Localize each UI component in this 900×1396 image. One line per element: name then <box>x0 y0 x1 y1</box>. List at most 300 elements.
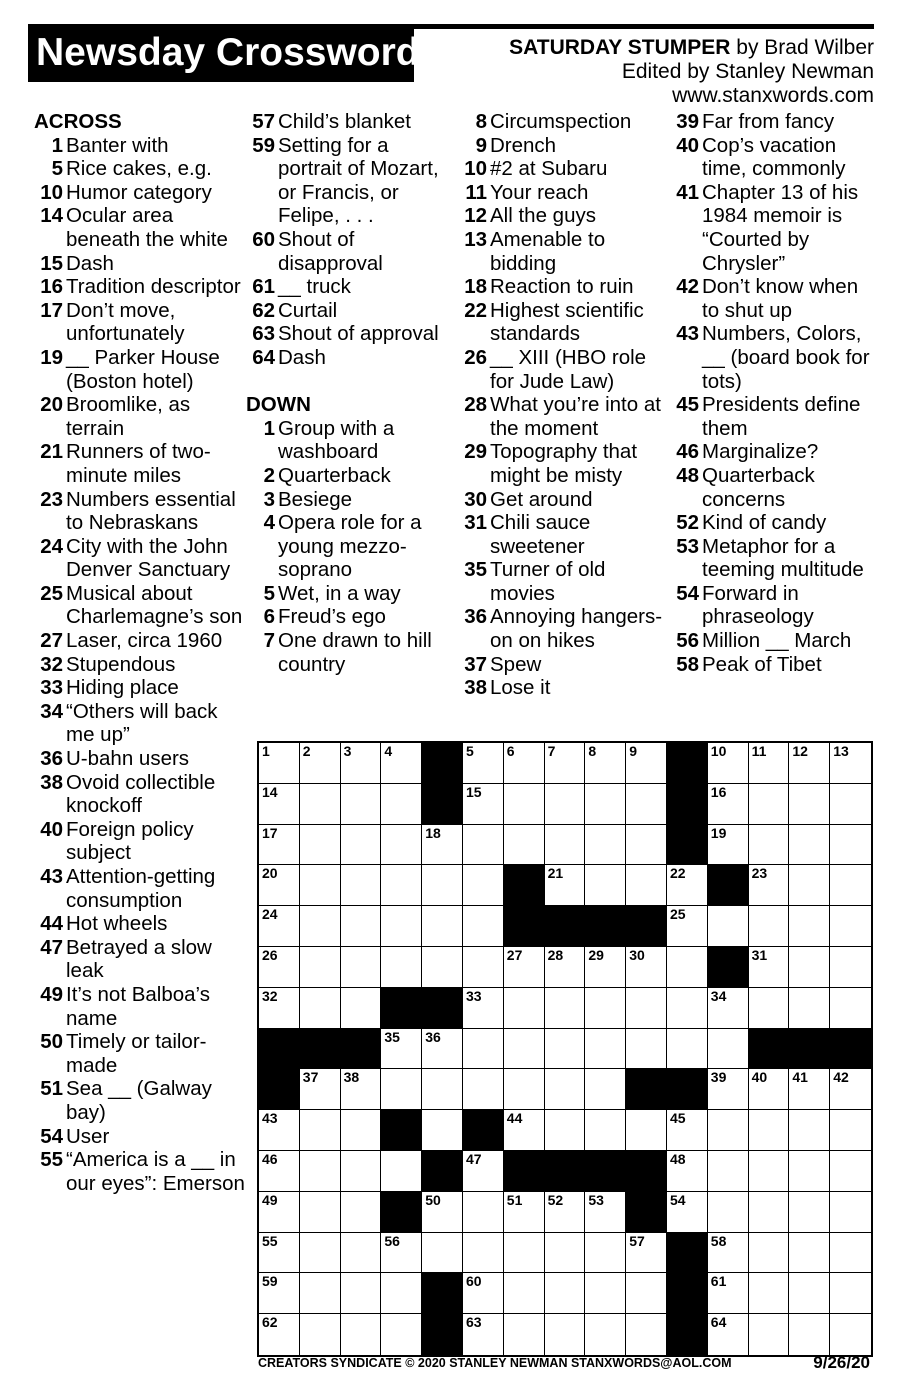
grid-cell[interactable] <box>422 1029 463 1070</box>
grid-cell[interactable] <box>626 1273 667 1314</box>
black-square <box>300 1029 341 1070</box>
clue-text: U-bahn users <box>66 747 190 771</box>
grid-cell[interactable] <box>463 784 504 825</box>
grid-cell[interactable] <box>585 947 626 988</box>
grid-cell[interactable] <box>789 784 830 825</box>
grid-cell[interactable] <box>545 825 586 866</box>
grid-cell[interactable] <box>381 825 422 866</box>
grid-cell[interactable] <box>422 1069 463 1110</box>
cell-number: 24 <box>262 906 278 923</box>
grid-cell[interactable] <box>667 988 708 1029</box>
grid-cell[interactable] <box>585 1314 626 1355</box>
grid-cell[interactable] <box>422 1110 463 1151</box>
grid-cell[interactable] <box>381 1151 422 1192</box>
across-clue <box>34 653 246 677</box>
grid-cell[interactable] <box>708 1233 749 1274</box>
clue-text: Lose it <box>490 676 551 700</box>
grid-cell[interactable] <box>545 784 586 825</box>
clue-number: 28 <box>464 393 487 417</box>
grid-cell[interactable] <box>789 1314 830 1355</box>
grid-cell[interactable] <box>708 906 749 947</box>
grid-cell[interactable] <box>300 825 341 866</box>
grid-cell[interactable] <box>545 1029 586 1070</box>
grid-cell[interactable] <box>341 825 382 866</box>
clue-text: Chili sauce sweetener <box>490 511 591 558</box>
grid-cell[interactable] <box>789 1151 830 1192</box>
down-clue <box>458 393 668 440</box>
clue-number: 63 <box>252 322 275 346</box>
grid-cell[interactable] <box>667 906 708 947</box>
grid-cell[interactable] <box>504 1233 545 1274</box>
grid-cell[interactable] <box>830 784 871 825</box>
grid-cell[interactable] <box>545 1069 586 1110</box>
grid-cell[interactable] <box>259 1273 300 1314</box>
clue-number: 41 <box>676 180 699 204</box>
across-clue <box>34 204 246 251</box>
grid-cell[interactable] <box>341 743 382 784</box>
grid-cell[interactable] <box>504 1314 545 1355</box>
cell-number: 55 <box>262 1232 278 1249</box>
across-clue <box>34 865 246 912</box>
grid-cell[interactable] <box>545 1110 586 1151</box>
clue-number: 22 <box>464 298 487 322</box>
grid-cell[interactable] <box>341 1233 382 1274</box>
grid-cell[interactable] <box>789 947 830 988</box>
grid-cell[interactable] <box>585 1273 626 1314</box>
grid-cell[interactable] <box>667 865 708 906</box>
down-clue <box>670 464 880 511</box>
clue-text: Hiding place <box>66 676 179 700</box>
grid-cell[interactable] <box>381 1029 422 1070</box>
grid-cell[interactable] <box>422 1233 463 1274</box>
down-header: DOWN <box>246 393 311 417</box>
grid-cell[interactable] <box>341 1110 382 1151</box>
down-clue <box>670 653 880 677</box>
grid-cell[interactable] <box>626 1110 667 1151</box>
grid-cell[interactable] <box>749 784 790 825</box>
clue-text: One drawn to hill country <box>278 629 432 676</box>
grid-cell[interactable] <box>626 1029 667 1070</box>
clue-number: 38 <box>464 676 487 700</box>
clue-number: 10 <box>464 157 487 181</box>
grid-cell[interactable] <box>626 865 667 906</box>
grid-cell[interactable] <box>381 1273 422 1314</box>
clue-number: 30 <box>464 487 487 511</box>
cell-number: 1 <box>262 743 270 759</box>
grid-cell[interactable] <box>341 1314 382 1355</box>
across-clue <box>34 747 246 771</box>
grid-cell[interactable] <box>341 988 382 1029</box>
cell-number: 47 <box>465 1150 482 1167</box>
grid-cell[interactable] <box>585 743 626 784</box>
clue-text: Numbers essential to Nebraskans <box>66 487 236 535</box>
grid-cell[interactable] <box>749 988 790 1029</box>
clue-text: Shout of approval <box>278 322 439 346</box>
grid-cell[interactable] <box>381 743 422 784</box>
grid-cell[interactable] <box>789 1069 830 1110</box>
cell-number: 3 <box>343 743 352 759</box>
grid-cell[interactable] <box>545 988 586 1029</box>
grid-cell[interactable] <box>341 1151 382 1192</box>
grid-cell[interactable] <box>789 906 830 947</box>
clue-text: Quarterback <box>278 463 391 487</box>
grid-cell[interactable] <box>708 1069 749 1110</box>
editor: Edited by Stanley Newman <box>621 60 874 83</box>
grid-cell[interactable] <box>585 1069 626 1110</box>
grid-cell[interactable] <box>463 1151 504 1192</box>
grid-cell[interactable] <box>504 947 545 988</box>
grid-cell[interactable] <box>708 784 749 825</box>
grid-cell[interactable] <box>789 1110 830 1151</box>
black-square <box>381 1110 422 1151</box>
grid-cell[interactable] <box>708 1151 749 1192</box>
grid-cell[interactable] <box>830 1314 871 1355</box>
grid-cell[interactable] <box>259 1110 300 1151</box>
cell-number: 25 <box>669 906 686 923</box>
grid-cell[interactable] <box>504 1192 545 1233</box>
grid-cell[interactable] <box>504 1029 545 1070</box>
grid-cell[interactable] <box>708 743 749 784</box>
black-square <box>381 1192 422 1233</box>
down-clue <box>458 488 668 512</box>
grid-cell[interactable] <box>667 1029 708 1070</box>
across-clue <box>34 535 246 582</box>
cell-number: 7 <box>547 743 556 759</box>
grid-cell[interactable] <box>381 784 422 825</box>
clue-number: 13 <box>464 227 487 251</box>
grid-cell[interactable] <box>667 1110 708 1151</box>
grid-cell[interactable] <box>259 825 300 866</box>
clue-text: Ovoid collectible knockoff <box>66 770 216 818</box>
grid-cell[interactable] <box>830 825 871 866</box>
grid-cell[interactable] <box>830 988 871 1029</box>
grid-cell[interactable] <box>463 906 504 947</box>
grid-cell[interactable] <box>504 825 545 866</box>
grid-cell[interactable] <box>830 1110 871 1151</box>
clue-number: 47 <box>40 935 63 959</box>
grid-cell[interactable] <box>626 825 667 866</box>
grid-cell[interactable] <box>626 784 667 825</box>
grid-cell[interactable] <box>463 825 504 866</box>
clue-text: Betrayed a slow leak <box>66 935 212 983</box>
grid-cell[interactable] <box>504 1273 545 1314</box>
grid-cell[interactable] <box>259 1233 300 1274</box>
clue-text: Chapter 13 of his 1984 memoir is “Courted by Chrysler” <box>702 180 859 275</box>
grid-cell[interactable] <box>708 1273 749 1314</box>
puzzle-name: SATURDAY STUMPER <box>509 36 731 59</box>
down-clue <box>670 181 880 275</box>
grid-cell[interactable] <box>830 1151 871 1192</box>
grid-cell[interactable] <box>749 1110 790 1151</box>
clue-number: 5 <box>263 581 275 605</box>
grid-cell[interactable] <box>830 865 871 906</box>
clue-text: __ truck <box>278 275 351 299</box>
clue-text: Highest scientific standards <box>490 298 644 346</box>
down-clue <box>670 110 880 134</box>
grid-cell[interactable] <box>545 865 586 906</box>
grid-cell[interactable] <box>545 743 586 784</box>
black-square <box>667 1233 708 1274</box>
grid-cell[interactable] <box>749 1192 790 1233</box>
grid-cell[interactable] <box>545 1233 586 1274</box>
grid-cell[interactable] <box>585 1233 626 1274</box>
cell-number: 5 <box>465 743 474 759</box>
grid-cell[interactable] <box>463 1192 504 1233</box>
grid-cell[interactable] <box>830 1069 871 1110</box>
across-clue <box>34 1148 246 1195</box>
across-clue <box>246 275 454 299</box>
grid-cell[interactable] <box>545 1314 586 1355</box>
grid-cell[interactable] <box>708 825 749 866</box>
grid-cell[interactable] <box>341 947 382 988</box>
clue-text: Million __ March <box>702 629 852 653</box>
grid-cell[interactable] <box>585 1192 626 1233</box>
grid-cell[interactable] <box>626 1314 667 1355</box>
grid-cell[interactable] <box>463 1314 504 1355</box>
black-square <box>545 906 586 947</box>
grid-cell[interactable] <box>300 1192 341 1233</box>
grid-cell[interactable] <box>749 1273 790 1314</box>
grid-cell[interactable] <box>381 1233 422 1274</box>
grid-cell[interactable] <box>463 988 504 1029</box>
grid-cell[interactable] <box>300 1314 341 1355</box>
grid-cell[interactable] <box>300 1151 341 1192</box>
clue-text: #2 at Subaru <box>490 157 608 181</box>
grid-cell[interactable] <box>300 988 341 1029</box>
clue-text: Dash <box>66 251 114 275</box>
cell-number: 56 <box>384 1232 400 1249</box>
grid-cell[interactable] <box>749 1069 790 1110</box>
cell-number: 53 <box>588 1191 604 1208</box>
grid-cell[interactable] <box>830 1273 871 1314</box>
grid-cell[interactable] <box>789 1273 830 1314</box>
across-clue <box>34 181 246 205</box>
grid-cell[interactable] <box>626 1233 667 1274</box>
grid-cell[interactable] <box>504 1110 545 1151</box>
cell-number: 43 <box>262 1110 278 1127</box>
grid-cell[interactable] <box>789 1233 830 1274</box>
grid-cell[interactable] <box>749 906 790 947</box>
black-square <box>667 825 708 866</box>
grid-cell[interactable] <box>300 743 341 784</box>
down-clue <box>458 204 668 228</box>
cell-number: 57 <box>629 1232 645 1249</box>
grid-cell[interactable] <box>504 784 545 825</box>
down-clue <box>458 653 668 677</box>
grid-cell[interactable] <box>504 1069 545 1110</box>
grid-cell[interactable] <box>626 947 667 988</box>
grid-cell[interactable] <box>504 988 545 1029</box>
grid-cell[interactable] <box>463 1273 504 1314</box>
clue-text: “Others will back me up” <box>66 699 218 747</box>
grid-cell[interactable] <box>463 743 504 784</box>
grid-cell[interactable] <box>749 1233 790 1274</box>
grid-cell[interactable] <box>300 784 341 825</box>
grid-cell[interactable] <box>789 1192 830 1233</box>
black-square <box>422 784 463 825</box>
grid-cell[interactable] <box>463 947 504 988</box>
grid-cell[interactable] <box>789 743 830 784</box>
grid-cell[interactable] <box>830 947 871 988</box>
grid-cell[interactable] <box>463 865 504 906</box>
across-clue <box>246 110 454 134</box>
grid-cell[interactable] <box>259 1192 300 1233</box>
grid-cell[interactable] <box>545 947 586 988</box>
grid-cell[interactable] <box>749 743 790 784</box>
grid-cell[interactable] <box>300 1273 341 1314</box>
grid-cell[interactable] <box>626 988 667 1029</box>
grid-cell[interactable] <box>463 1233 504 1274</box>
cell-number: 44 <box>506 1110 523 1127</box>
clue-number: 17 <box>40 298 63 322</box>
grid-cell[interactable] <box>259 865 300 906</box>
grid-cell[interactable] <box>381 1314 422 1355</box>
grid-cell[interactable] <box>259 947 300 988</box>
clue-number: 50 <box>40 1030 63 1054</box>
across-clue <box>34 393 246 440</box>
clue-number: 55 <box>40 1148 63 1172</box>
down-clue <box>670 322 880 393</box>
cell-number: 18 <box>425 824 441 841</box>
clue-text: Circumspection <box>490 110 632 133</box>
grid-cell[interactable] <box>300 1110 341 1151</box>
grid-cell[interactable] <box>259 906 300 947</box>
clue-text: It’s not Balboa’s name <box>66 982 210 1030</box>
grid-cell[interactable] <box>300 906 341 947</box>
grid-cell[interactable] <box>830 1192 871 1233</box>
grid-cell[interactable] <box>585 784 626 825</box>
grid-cell[interactable] <box>585 988 626 1029</box>
grid-cell[interactable] <box>708 1192 749 1233</box>
grid-cell[interactable] <box>341 1192 382 1233</box>
grid-cell[interactable] <box>341 1273 382 1314</box>
black-square <box>504 1151 545 1192</box>
clue-text: Curtail <box>278 298 338 322</box>
grid-cell[interactable] <box>463 1029 504 1070</box>
grid-cell[interactable] <box>259 1314 300 1355</box>
grid-cell[interactable] <box>259 988 300 1029</box>
grid-cell[interactable] <box>422 947 463 988</box>
grid-cell[interactable] <box>381 865 422 906</box>
clue-text: Rice cakes, e.g. <box>66 157 212 181</box>
clue-text: Metaphor for a teeming multitude <box>702 534 864 582</box>
grid-cell[interactable] <box>585 1029 626 1070</box>
clue-text: “America is a __ in our eyes”: Emerson <box>66 1148 245 1195</box>
grid-cell[interactable] <box>422 825 463 866</box>
grid-cell[interactable] <box>422 906 463 947</box>
grid-cell[interactable] <box>708 988 749 1029</box>
grid-cell[interactable] <box>708 1110 749 1151</box>
copyright-credit: CREATORS SYNDICATE © 2020 STANLEY NEWMAN STANXWORDS@AOL.COM <box>258 1356 732 1370</box>
grid-cell[interactable] <box>545 1273 586 1314</box>
grid-cell[interactable] <box>422 1192 463 1233</box>
grid-cell[interactable] <box>381 947 422 988</box>
clue-text: Musical about Charlemagne’s son <box>66 581 243 629</box>
grid-cell[interactable] <box>259 743 300 784</box>
grid-cell[interactable] <box>749 1314 790 1355</box>
grid-cell[interactable] <box>749 825 790 866</box>
clue-text: Attention-getting consumption <box>66 865 216 912</box>
cell-number: 16 <box>710 783 727 800</box>
grid-cell[interactable] <box>830 906 871 947</box>
grid-cell[interactable] <box>341 784 382 825</box>
grid-cell[interactable] <box>545 1192 586 1233</box>
grid-cell[interactable] <box>667 1192 708 1233</box>
across-clue <box>34 629 246 653</box>
grid-cell[interactable] <box>259 784 300 825</box>
grid-cell[interactable] <box>626 743 667 784</box>
byline-author-line <box>509 36 874 60</box>
grid-cell[interactable] <box>585 825 626 866</box>
down-clue <box>246 511 454 582</box>
black-square <box>463 1110 504 1151</box>
clue-number: 29 <box>464 440 487 464</box>
grid-cell[interactable] <box>341 865 382 906</box>
clue-number: 5 <box>51 157 63 181</box>
cell-number: 11 <box>751 743 767 759</box>
clue-number: 36 <box>464 605 487 629</box>
grid-cell[interactable] <box>789 865 830 906</box>
grid-cell[interactable] <box>300 1233 341 1274</box>
clue-text: Reaction to ruin <box>490 275 634 299</box>
down-clue <box>458 110 668 134</box>
grid-cell[interactable] <box>749 1151 790 1192</box>
grid-cell[interactable] <box>341 1069 382 1110</box>
grid-cell[interactable] <box>585 1110 626 1151</box>
clue-text: Tradition descriptor <box>66 275 241 299</box>
across-header: ACROSS <box>34 110 122 133</box>
grid-cell[interactable] <box>789 825 830 866</box>
clue-number: 42 <box>676 275 699 299</box>
grid-cell[interactable] <box>381 906 422 947</box>
down-clue <box>670 134 880 181</box>
grid-cell[interactable] <box>463 1069 504 1110</box>
grid-cell[interactable] <box>300 947 341 988</box>
clue-number: 1 <box>51 133 63 157</box>
grid-cell[interactable] <box>381 1069 422 1110</box>
grid-cell[interactable] <box>830 743 871 784</box>
grid-cell[interactable] <box>667 947 708 988</box>
grid-cell[interactable] <box>341 906 382 947</box>
cell-number: 19 <box>710 824 727 841</box>
grid-cell[interactable] <box>259 1151 300 1192</box>
grid-cell[interactable] <box>585 865 626 906</box>
grid-cell[interactable] <box>708 1029 749 1070</box>
cell-number: 38 <box>343 1069 360 1086</box>
grid-cell[interactable] <box>667 1151 708 1192</box>
grid-cell[interactable] <box>749 865 790 906</box>
grid-cell[interactable] <box>749 947 790 988</box>
puzzle-date: 9/26/20 <box>813 1353 870 1372</box>
grid-cell[interactable] <box>300 1069 341 1110</box>
grid-cell[interactable] <box>830 1233 871 1274</box>
down-clue <box>458 511 668 558</box>
black-square <box>667 1314 708 1355</box>
grid-cell[interactable] <box>300 865 341 906</box>
clue-number: 12 <box>464 204 487 228</box>
clue-number: 40 <box>40 817 63 841</box>
grid-cell[interactable] <box>422 865 463 906</box>
clue-number: 48 <box>676 463 699 487</box>
down-clue <box>458 558 668 605</box>
grid-cell[interactable] <box>504 743 545 784</box>
cell-number: 49 <box>262 1191 278 1208</box>
black-square <box>422 988 463 1029</box>
clue-number: 15 <box>40 251 63 275</box>
grid-cell[interactable] <box>708 1314 749 1355</box>
grid-cell[interactable] <box>789 988 830 1029</box>
cell-number: 27 <box>506 946 523 963</box>
